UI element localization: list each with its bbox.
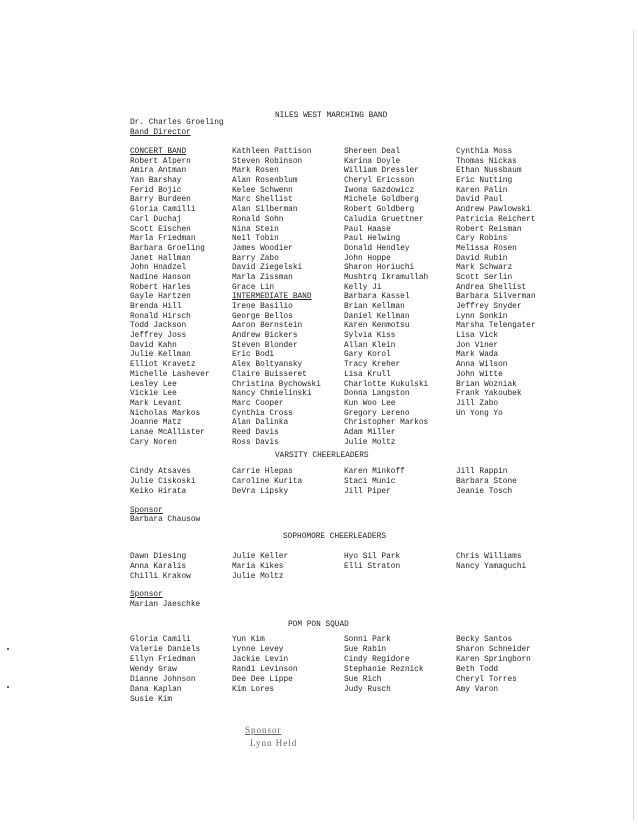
roster-name: Karen Kenmotsu	[344, 322, 410, 331]
roster-name: David Kahn	[130, 341, 177, 350]
roster-name: Barbara Kassel	[344, 293, 410, 302]
roster-name: John Witte	[456, 370, 503, 379]
roster-name: Barbara Groeling	[130, 244, 205, 253]
roster-name: Elliot Kravetz	[130, 361, 196, 370]
roster-name: Lanae McAllister	[130, 428, 205, 437]
roster-name: Dawn Diesing	[130, 553, 187, 561]
roster-name: Keiko Hirata	[130, 488, 187, 496]
roster-name: Julie Moltz	[344, 438, 396, 447]
roster-name: Michelle Lashever	[130, 370, 210, 379]
roster-name: Nadine Hanson	[130, 273, 191, 282]
roster-name: Nancy Chmielinski	[232, 390, 312, 399]
roster-name: Chilli Krakow	[130, 573, 191, 581]
roster-name: Kelee Schwenn	[232, 186, 293, 195]
roster-name: Stephanie Reznick	[344, 666, 424, 674]
roster-name: Alan Rosenblum	[232, 177, 298, 186]
roster-name: Adam Miller	[344, 428, 396, 437]
roster-name: Elli Straton	[344, 563, 401, 571]
roster-name: Gloria Camilli	[130, 206, 196, 215]
scan-speck	[7, 686, 9, 688]
roster-name: Ross Davis	[232, 438, 279, 447]
roster-name: Nicholas Markos	[130, 409, 201, 418]
roster-name: Cindy Atsaves	[130, 468, 191, 476]
roster-name: Sharon Horiuchi	[344, 264, 415, 273]
roster-name: Claire Buisseret	[232, 370, 307, 379]
roster-name: Barry Burdeen	[130, 196, 191, 205]
roster-name: Valerie Daniels	[130, 646, 201, 654]
roster-name: James Woodier	[232, 244, 293, 253]
roster-name: Brenda Hill	[130, 303, 182, 311]
roster-name: DeVra Lipsky	[232, 488, 289, 496]
roster-name: Charlotte Kukulski	[344, 380, 429, 389]
roster-name: Amira Antman	[130, 167, 187, 176]
roster-name: Frank Yakoubek	[456, 390, 522, 399]
roster-name: David Paul	[456, 196, 503, 205]
roster-name: Grace Lin	[232, 283, 275, 292]
roster-name: Hyo Sil Park	[344, 553, 401, 561]
roster-name: Robert Harles	[130, 283, 191, 292]
roster-name: Marc Shellist	[232, 196, 293, 205]
roster-name: Andrea Shellist	[456, 283, 527, 292]
roster-name: Marla Zissman	[232, 273, 293, 282]
roster-name: Gary Korol	[344, 351, 391, 360]
roster-name: Judy Rusch	[344, 686, 391, 694]
roster-name: Kathleen Pattison	[232, 148, 312, 156]
roster-name: Dana Kaplan	[130, 686, 182, 694]
sophomore-column	[456, 553, 526, 573]
roster-name: Jeanie Tosch	[456, 488, 513, 496]
roster-name: Susie Kim	[130, 696, 173, 704]
director-name: Dr. Charles Groeling	[130, 119, 224, 127]
roster-name: Alan Dalinka	[232, 419, 289, 428]
roster-name: Steven Robinson	[232, 157, 303, 166]
sophomore-sponsor-label: Sponsor	[130, 591, 163, 599]
roster-name: Gloria Camili	[130, 636, 191, 644]
roster-name: Lynn Sonkin	[456, 312, 508, 321]
roster-name: David Ziegelski	[232, 264, 303, 273]
roster-name: Cynthia Cross	[232, 409, 293, 418]
roster-name: Andrew Pawlowski	[456, 206, 531, 215]
roster-name: Cheryl Torres	[456, 676, 517, 684]
roster-name: Lisa Krull	[344, 370, 391, 379]
varsity-column	[456, 468, 517, 498]
roster-name: Staci Munic	[344, 478, 396, 486]
scan-speck	[7, 648, 9, 650]
roster-name: Dianne Johnson	[130, 676, 196, 684]
roster-name: John Hoppe	[344, 254, 391, 263]
roster-name: Neil Tobin	[232, 235, 279, 244]
varsity-column	[232, 468, 302, 498]
roster-name: Kelly Ji	[344, 283, 382, 292]
roster-name: William Dressler	[344, 167, 419, 176]
roster-name: Mark Schwarz	[456, 264, 513, 273]
roster-name: Jill Piper	[344, 488, 391, 496]
roster-name: Sonni Park	[344, 636, 391, 644]
section-heading: CONCERT BAND	[130, 148, 187, 156]
roster-name: Nina Stein	[232, 225, 279, 234]
roster-name: Carrie Hlepas	[232, 468, 293, 476]
roster-name: Ronald Hirsch	[130, 312, 191, 321]
roster-name: Ferid Bojic	[130, 186, 182, 195]
roster-name: Julie Moltz	[232, 573, 284, 581]
roster-name: Caroline Kurita	[232, 478, 303, 486]
roster-name: Jon Viner	[456, 341, 499, 350]
roster-name: Michele Goldberg	[344, 196, 419, 205]
section-heading: INTERMEDIATE BAND	[232, 293, 312, 302]
roster-name: Karina Doyle	[344, 157, 401, 166]
roster-name: Christopher Markos	[344, 419, 429, 428]
roster-name: Karen Palin	[456, 186, 508, 195]
pompon-title: POM PON SQUAD	[288, 621, 349, 629]
roster-name: Yan Barshay	[130, 177, 182, 186]
director-role: Band Director	[130, 129, 191, 137]
pompon-column	[456, 636, 531, 696]
roster-name: Jeffrey Joss	[130, 332, 187, 341]
roster-name: Allan Klein	[344, 341, 396, 350]
roster-name: Brian Wozniak	[456, 380, 517, 389]
roster-name: Scott Eischen	[130, 225, 191, 234]
sophomore-column	[130, 553, 191, 583]
band-column	[232, 148, 321, 448]
roster-name: Jill Rappin	[456, 468, 508, 476]
roster-name: Vickie Lee	[130, 390, 177, 399]
varsity-sponsor-label: Sponsor	[130, 507, 163, 515]
roster-name: Mark Rosen	[232, 167, 279, 176]
roster-name: Daniel Kellman	[344, 312, 410, 321]
pompon-column	[232, 636, 298, 696]
roster-name: Marla Friedman	[130, 235, 196, 244]
roster-name: Nancy Yamaguchi	[456, 563, 527, 571]
roster-name: Gayle Hartzen	[130, 293, 191, 302]
roster-name: Chris Williams	[456, 553, 522, 561]
roster-name: Julie Keller	[232, 553, 289, 561]
roster-name: Yun Kim	[232, 636, 265, 644]
band-column	[456, 148, 536, 419]
roster-name: Eric Bodi	[232, 351, 275, 360]
roster-name: Carl Duchaj	[130, 215, 182, 224]
roster-name: Cindy Regidore	[344, 656, 410, 664]
roster-name: Irene Basilio	[232, 303, 293, 311]
roster-name: George Bellos	[232, 312, 293, 321]
roster-name: Becky Santos	[456, 636, 513, 644]
roster-name: Melissa Rosen	[456, 244, 517, 253]
roster-name: Ethan Nussbaum	[456, 167, 522, 176]
roster-name: Steven Blonder	[232, 341, 298, 350]
roster-name: Shereen Deal	[344, 148, 401, 156]
pompon-sponsor-label: Sponsor	[245, 725, 282, 735]
roster-name: Donald Hendley	[344, 244, 410, 253]
roster-name: Janet Hallman	[130, 254, 191, 263]
roster-name: Barry Zabo	[232, 254, 279, 263]
pompon-column	[130, 636, 200, 706]
roster-name: Andrew Bickers	[232, 332, 298, 341]
band-column	[130, 148, 210, 448]
roster-name: Jackie Levin	[232, 656, 289, 664]
varsity-sponsor-name: Barbara Chausow	[130, 516, 201, 524]
roster-name: Brian Kellman	[344, 303, 405, 311]
page-title: NILES WEST MARCHING BAND	[275, 112, 388, 120]
roster-name: Mushtrq Ikramullah	[344, 273, 429, 282]
roster-name: Eric Nutting	[456, 177, 513, 186]
roster-name: Cary Robins	[456, 235, 508, 244]
roster-name: Scott Serlin	[456, 273, 513, 282]
roster-name: Ellyn Friedman	[130, 656, 196, 664]
roster-name: Lesley Lee	[130, 380, 177, 389]
roster-name: Christina Bychowski	[232, 380, 321, 389]
roster-name: Randi Levinson	[232, 666, 298, 674]
sophomore-column	[232, 553, 288, 583]
roster-name: Robert Goldberg	[344, 206, 415, 215]
roster-name: Julie Kellman	[130, 351, 191, 360]
roster-name: Donna Langston	[344, 390, 410, 399]
band-column	[344, 148, 428, 448]
roster-name: Sue Rich	[344, 676, 382, 684]
varsity-column	[344, 468, 405, 498]
roster-name: Kun Woo Lee	[344, 399, 396, 408]
roster-name: Wendy Graw	[130, 666, 177, 674]
roster-name: Patricia Reichert	[456, 215, 536, 224]
roster-name: Sharon Schneider	[456, 646, 531, 654]
roster-name: Ronald Sohn	[232, 215, 284, 224]
roster-name: Aaron Bernstein	[232, 322, 303, 331]
roster-name: Dee Dee Lippe	[232, 676, 293, 684]
sophomore-sponsor-name: Marian Jaeschke	[130, 601, 201, 609]
roster-name: Lynne Levey	[232, 646, 284, 654]
roster-name: Cheryl Ericsson	[344, 177, 415, 186]
roster-name: Marc Cooper	[232, 399, 284, 408]
roster-name: Marsha Telengater	[456, 322, 536, 331]
roster-name: Karen Minkoff	[344, 468, 405, 476]
varsity-title: VARSITY CHEERLEADERS	[275, 452, 369, 460]
roster-name: John Hnadzel	[130, 264, 187, 273]
roster-name: Lisa Vick	[456, 332, 499, 341]
roster-name: Joanne Matz	[130, 419, 182, 428]
scan-edge-line	[633, 30, 634, 820]
roster-name: Alan Silberman	[232, 206, 298, 215]
pompon-column	[344, 636, 424, 696]
roster-name: Tracy Kreher	[344, 361, 401, 370]
roster-name: Maria Kikes	[232, 563, 284, 571]
roster-name: Thomas Nickas	[456, 157, 517, 166]
roster-name: Julie Ciskoski	[130, 478, 196, 486]
roster-name: Un Yong Yo	[456, 409, 503, 418]
varsity-column	[130, 468, 196, 498]
roster-name: Amy Varon	[456, 686, 499, 694]
roster-name: Cynthia Moss	[456, 148, 513, 156]
roster-name: Robert Alpern	[130, 157, 191, 166]
roster-name: Anna Wilson	[456, 361, 508, 370]
roster-name: Todd Jackson	[130, 322, 187, 331]
roster-name: Barbara Stone	[456, 478, 517, 486]
roster-name: Caludia Gruettner	[344, 215, 424, 224]
roster-name: Gregory Lereno	[344, 409, 410, 418]
roster-name: Reed Davis	[232, 428, 279, 437]
roster-name: Paul Haase	[344, 225, 391, 234]
roster-name: Paul Helwing	[344, 235, 401, 244]
roster-name: Cary Noren	[130, 438, 177, 447]
pompon-sponsor-name: Lynn Held	[250, 738, 298, 748]
roster-name: Barbara Silverman	[456, 293, 536, 302]
roster-name: Jeffrey Snyder	[456, 303, 522, 311]
roster-name: Mark Levant	[130, 399, 182, 408]
sophomore-title: SOPHOMORE CHEERLEADERS	[283, 533, 386, 541]
roster-name: Sylvia Kiss	[344, 332, 396, 341]
roster-name: David Rubin	[456, 254, 508, 263]
sophomore-column	[344, 553, 400, 573]
roster-name: Beth Todd	[456, 666, 499, 674]
roster-name: Alex Boltyansky	[232, 361, 303, 370]
roster-name: Kim Lores	[232, 686, 275, 694]
roster-name: Mark Wada	[456, 351, 499, 360]
roster-name: Karen Springborn	[456, 656, 531, 664]
roster-name: Jill Zabo	[456, 399, 499, 408]
roster-name: Anna Karalis	[130, 563, 187, 571]
roster-name: Robert Reisman	[456, 225, 522, 234]
roster-name: Iwona Gazdowicz	[344, 186, 415, 195]
roster-name: Sue Rabin	[344, 646, 387, 654]
